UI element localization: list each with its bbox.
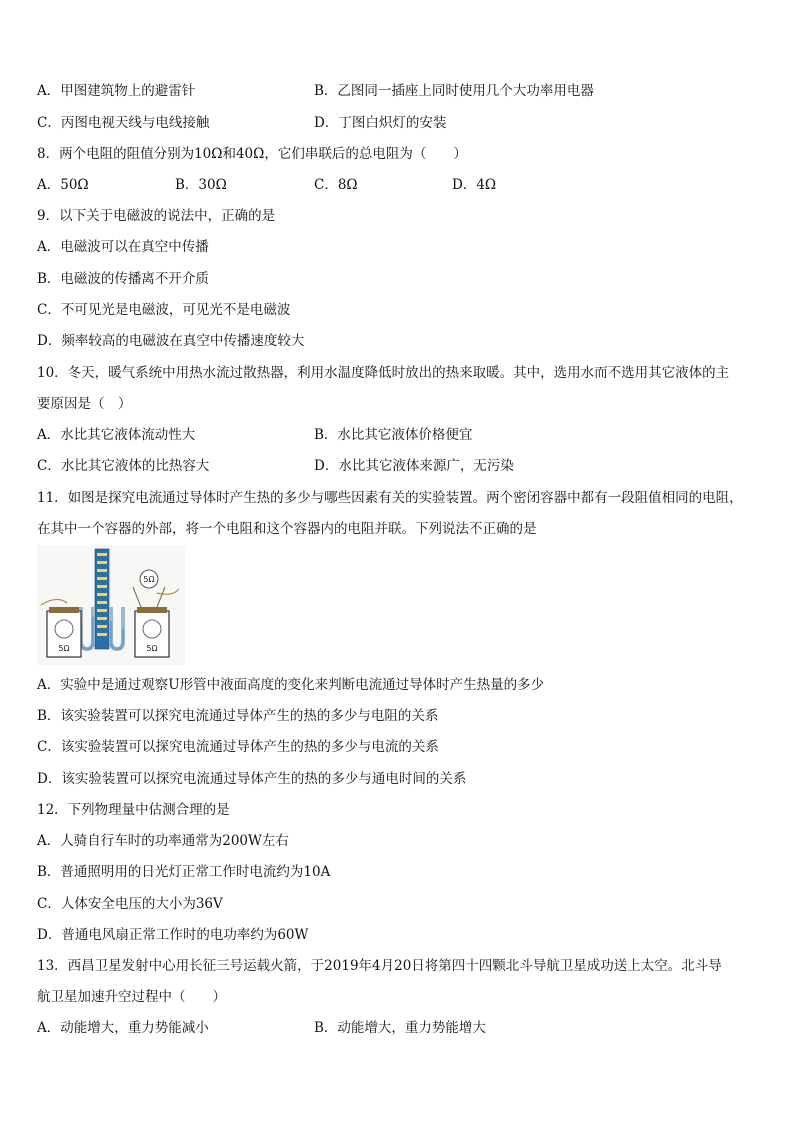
q9-option-b: B．电磁波的传播离不开介质 [37,271,209,287]
q8-option-a: A．50Ω [37,177,89,193]
q13-option-a: A．动能增大，重力势能减小 [37,1020,209,1036]
u-tube-apparatus-diagram [37,545,185,665]
q9-option-c: C．不可见光是电磁波，可见光不是电磁波 [37,302,291,318]
q9-stem: 9．以下关于电磁波的说法中，正确的是 [37,208,276,224]
experiment-figure [37,545,185,665]
q11-stem-line1: 11．如图是探究电流通过导体时产生热的多少与哪些因素有关的实验装置。两个密闭容器中都有一段阻值相同的电阻， [37,490,743,506]
q8-option-d: D．4Ω [452,177,497,193]
right-resistor-label: 5Ω [146,644,158,653]
q12-stem: 12．下列物理量中估测合理的是 [37,802,230,818]
left-resistor-label: 5Ω [58,644,70,653]
q7-option-a: A．甲图建筑物上的避雷针 [37,83,196,99]
q8-stem: 8．两个电阻的阻值分别为10Ω和40Ω，它们串联后的总电阻为（ ） [37,146,467,162]
q11-option-d: D．该实验装置可以探究电流通过导体产生的热的多少与通电时间的关系 [37,771,467,787]
q10-option-d: D．水比其它液体来源广，无污染 [314,458,514,474]
q10-stem-line2: 要原因是（ ） [37,396,132,412]
q10-stem-line1: 10．冬天，暖气系统中用热水流过散热器，利用水温度降低时放出的热来取暖。其中，选用水而不选用其它液体的主 [37,365,730,381]
q10-option-a: A．水比其它液体流动性大 [37,427,196,443]
q7-option-d: D．丁图白炽灯的安装 [314,115,447,131]
q12-option-a: A．人骑自行车时的功率通常为200W左右 [37,833,289,849]
q13-stem-line2: 航卫星加速升空过程中（ ） [37,989,226,1005]
q12-option-c: C．人体安全电压的大小为36V [37,896,223,912]
q8-option-c: C．8Ω [314,177,358,193]
top-resistor-label: 5Ω [143,575,155,584]
q11-option-b: B．该实验装置可以探究电流通过导体产生的热的多少与电阻的关系 [37,708,439,724]
q7-option-b: B．乙图同一插座上同时使用几个大功率用电器 [314,83,594,99]
q10-option-c: C．水比其它液体的比热容大 [37,458,210,474]
q9-option-d: D．频率较高的电磁波在真空中传播速度较大 [37,333,305,349]
q11-option-a: A．实验中是通过观察U形管中液面高度的变化来判断电流通过导体时产生热量的多少 [37,677,545,693]
q12-option-d: D．普通电风扇正常工作时的电功率约为60W [37,927,309,943]
q10-option-b: B．水比其它液体价格便宜 [314,427,473,443]
q13-stem-line1: 13．西昌卫星发射中心用长征三号运载火箭，于2019年4月20日将第四十四颗北斗导航卫星成功送上太空。北斗导 [37,958,722,974]
q13-option-b: B．动能增大，重力势能增大 [314,1020,486,1036]
q9-option-a: A．电磁波可以在真空中传播 [37,239,209,255]
q11-stem-line2: 在其中一个容器的外部，将一个电阻和这个容器内的电阻并联。下列说法不正确的是 [37,521,537,537]
q12-option-b: B．普通照明用的日光灯正常工作时电流约为10A [37,864,331,880]
q8-option-b: B．30Ω [175,177,227,193]
q7-option-c: C．丙图电视天线与电线接触 [37,115,210,131]
q11-option-c: C．该实验装置可以探究电流通过导体产生的热的多少与电流的关系 [37,739,439,755]
